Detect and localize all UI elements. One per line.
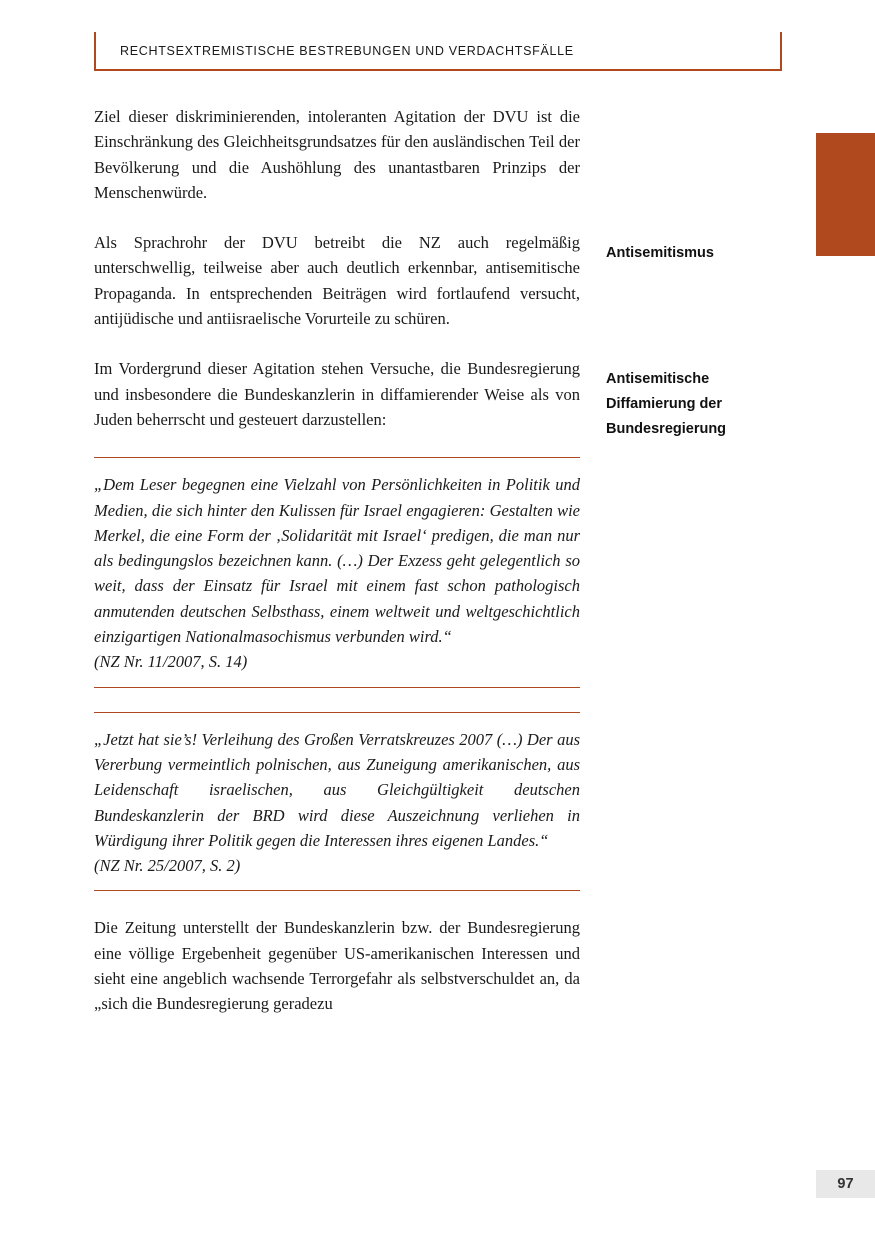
quote-text: „Jetzt hat sie’s! Verleihung des Großen Verratskreuzes 2007 (…) Der aus Vererbung vermeintlich polnischen, aus Zuneigung amerikanischen, aus Leidenschaft israelischen, aus Gleichgültigkeit deutschen Bundeskanzlerin der BRD wird diese Auszeichnung verliehen in Würdigung ihrer Politik gegen die Interessen ihres eigenen Landes.“ [94,729,580,850]
paragraph: Als Sprachrohr der DVU betreibt die NZ auch regelmäßig unterschwellig, teilweise aber auch deutlich erkennbar, antisemitische Propaganda. In entsprechenden Beiträgen wird fortlaufend versucht, antijüdische und antiisraelische Vorurteile zu schüren. [94,233,580,329]
quote-text: „Dem Leser begegnen eine Vielzahl von Persönlichkeiten in Politik und Medien, die sich hinter den Kulissen für Israel engagieren: Gestalten wie Merkel, die eine Form der ‚Solidarität mit Israel‘ predigen, die man nur als bedingungslos bezeichnen kann. (…) Der Exzess geht gelegentlich so weit, dass der Einsatz für Israel mit einem fast schon pathologisch anmutenden deutschen Selbsthass, einem weltweit und weltgeschichtlich einzigartigen Nationalmasochismus verbunden wird.“ [94,475,580,647]
body-text-column [94,104,580,1017]
paragraph: Ziel dieser diskriminierenden, intoleranten Agitation der DVU ist die Einschränkung des Gleichheitsgrundsatzes für den ausländischen Teil der Bevölkerung und die Aushöhlung des unantastbaren Prinzips der Menschenwürde. [94,107,580,202]
page-number: 97 [816,1170,875,1198]
margin-note-antisemitismus: Antisemitismus [606,245,714,261]
paragraph: Im Vordergrund dieser Agitation stehen Versuche, die Bundesregierung und insbesondere die Bundeskanzlerin in diffamierender Weise als von Juden beherrscht und gesteuert darzustellen: [94,359,580,429]
paragraph: Die Zeitung unterstellt der Bundeskanzlerin bzw. der Bundesregierung eine völlige Ergebenheit gegenüber US-amerikanischen Interessen und sieht eine angeblich wachsende Terrorgefahr als selbstverschuldet an, da „sich die Bundesregierung geradezu [94,918,580,1014]
running-head-title: RECHTSEXTREMISTISCHE BESTREBUNGEN UND VERDACHTSFÄLLE [120,44,574,58]
quote-block [94,712,580,892]
quote-block [94,457,580,687]
quote-source: (NZ Nr. 11/2007, S. 14) [94,652,248,672]
header-rule [94,69,782,71]
chapter-edge-tab [816,133,875,256]
running-head [94,32,782,70]
quote-source: (NZ Nr. 25/2007, S. 2) [94,856,241,876]
margin-note-diffamierung: Antisemitische Diffamierung der Bundesregierung [606,371,727,437]
